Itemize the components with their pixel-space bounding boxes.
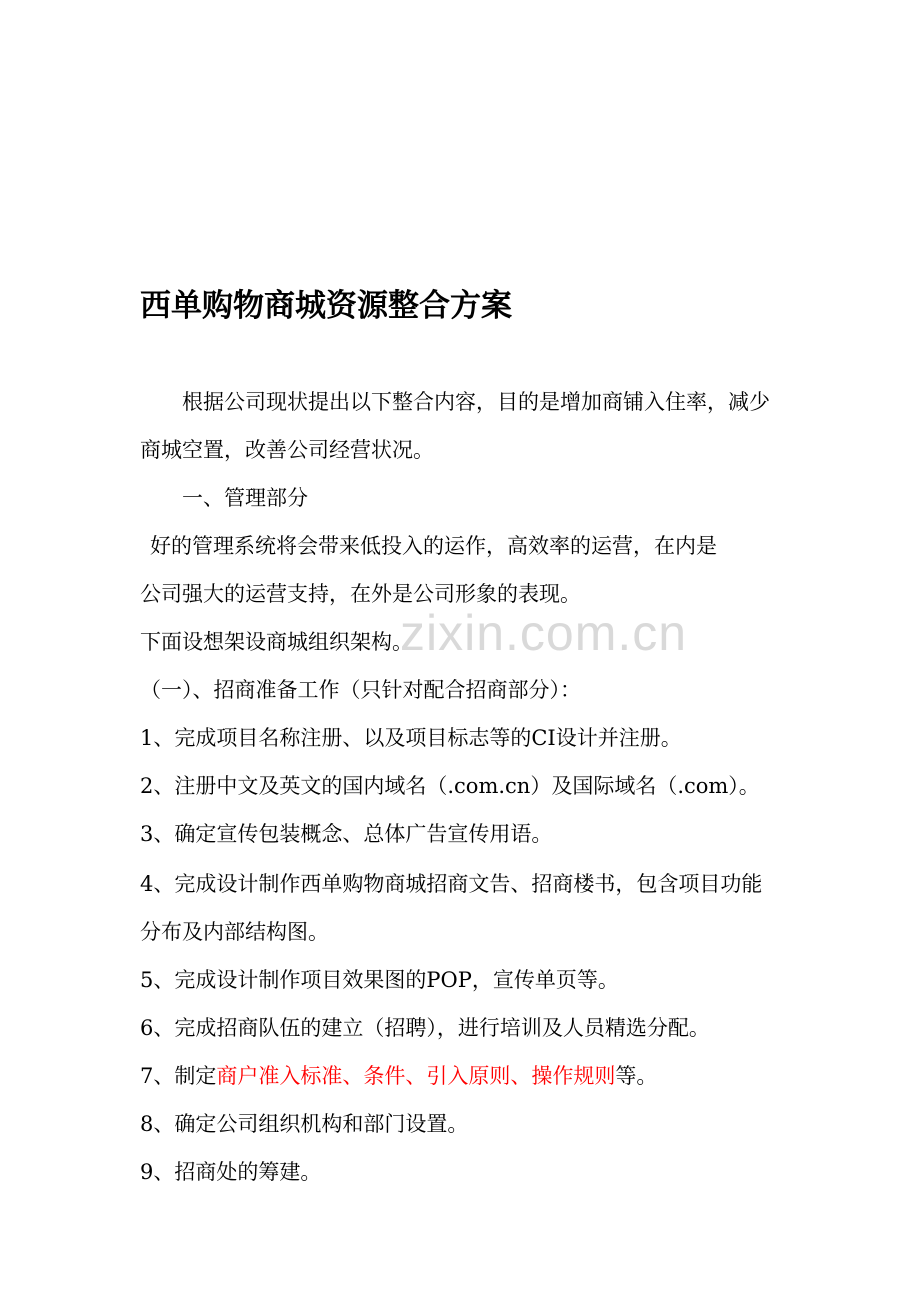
list-item-9: 9、招商处的筹建。 [140, 1160, 322, 1184]
intro-line-2: 商城空置，改善公司经营状况。 [140, 438, 434, 462]
list-item-5: 5、完成设计制作项目效果图的POP，宣传单页等。 [140, 968, 619, 992]
list-item-6: 6、完成招商队伍的建立（招聘），进行培训及人员精选分配。 [140, 1016, 710, 1040]
list-item-7 [140, 1062, 657, 1090]
watermark: zixin.com.cn [400, 605, 688, 661]
section-1-paragraph-2: 下面设想架设商城组织架构。 [140, 630, 413, 654]
intro-line-1: 根据公司现状提出以下整合内容，目的是增加商铺入住率，减少 [182, 390, 770, 414]
document-title: 西单购物商城资源整合方案 [140, 288, 512, 324]
list-item-2: 2、注册中文及英文的国内域名（.com.cn）及国际域名（.com）。 [140, 774, 760, 798]
list-item-3: 3、确定宣传包装概念、总体广告宣传用语。 [140, 822, 553, 846]
subsection-1-heading: （一）、招商准备工作（只针对配合招商部分）： [140, 678, 581, 702]
list-item-4-line-1: 4、完成设计制作西单购物商城招商文告、招商楼书，包含项目功能 [140, 872, 763, 896]
section-1-paragraph-line-1: 好的管理系统将会带来低投入的运作，高效率的运营，在内是 [150, 534, 717, 558]
list-item-7-prefix: 7、制定 [140, 1064, 217, 1088]
list-item-1: 1、完成项目名称注册、以及项目标志等的CI设计并注册。 [140, 726, 682, 750]
list-item-7-highlight: 商户准入标准、条件、引入原则、操作规则 [216, 1064, 616, 1088]
list-item-7-suffix: 等。 [615, 1064, 658, 1088]
list-item-8: 8、确定公司组织机构和部门设置。 [140, 1112, 469, 1136]
section-1-paragraph-line-2: 公司强大的运营支持，在外是公司形象的表现。 [140, 582, 581, 606]
list-item-4-line-2: 分布及内部结构图。 [140, 920, 329, 944]
section-1-heading: 一、管理部分 [182, 486, 308, 510]
